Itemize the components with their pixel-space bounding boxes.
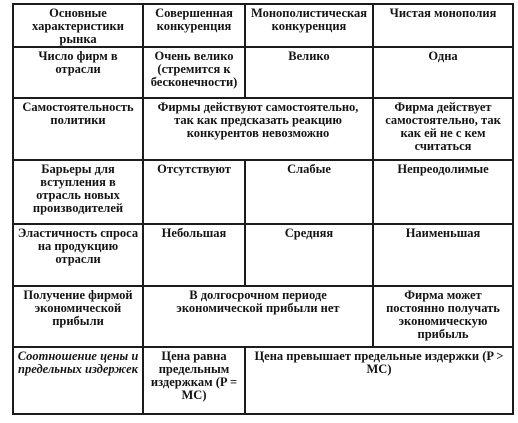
cell-monopolistic: Слабые xyxy=(245,160,373,225)
cell-monopoly: Наименьшая xyxy=(373,224,513,286)
table-row-entry-barriers xyxy=(13,160,513,225)
cell-perfect: Цена равна предельным издержкам (P = MC) xyxy=(143,347,245,414)
cell-perfect: Очень велико (стремится к бесконечности) xyxy=(143,47,245,97)
cell-competition-merged: Фирмы действуют самостоятельно, так как предсказать реакцию конкурентов невозможно xyxy=(143,98,373,160)
row-label: Получение фирмой экономической прибыли xyxy=(13,286,143,348)
row-label: Барьеры для вступления в отрасль новых производителей xyxy=(13,160,143,225)
row-label: Соотношение цены и предельных издержек xyxy=(13,347,143,414)
cell-monopoly: Непреодолимые xyxy=(373,160,513,225)
header-pure-monopoly: Чистая монополия xyxy=(373,4,513,47)
row-label: Эластичность спроса на продукцию отрасли xyxy=(13,224,143,286)
row-label: Число фирм в отрасли xyxy=(13,47,143,97)
market-structures-table xyxy=(12,3,514,415)
header-perfect-competition: Совершенная конкуренция xyxy=(143,4,245,47)
table-row-demand-elasticity xyxy=(13,224,513,286)
cell-monopolistic: Средняя xyxy=(245,224,373,286)
cell-others-merged: Цена превышает предельные издержки (P > MC) xyxy=(245,347,513,414)
row-label: Самостоятельность политики xyxy=(13,98,143,160)
table-row-policy-independence xyxy=(13,98,513,160)
header-characteristics: Основные характеристики рынка xyxy=(13,4,143,47)
table-row-economic-profit xyxy=(13,286,513,348)
cell-monopoly: Одна xyxy=(373,47,513,97)
cell-perfect: Небольшая xyxy=(143,224,245,286)
table-row-price-vs-marginal-cost xyxy=(13,347,513,414)
cell-monopolistic: Велико xyxy=(245,47,373,97)
header-monopolistic-competition: Монополистическая конкуренция xyxy=(245,4,373,47)
cell-monopoly: Фирма действует самостоятельно, так как ей не с кем считаться xyxy=(373,98,513,160)
cell-competition-merged: В долгосрочном периоде экономической прибыли нет xyxy=(143,286,373,348)
table-row-number-of-firms xyxy=(13,47,513,97)
table-header-row xyxy=(13,4,513,47)
cell-perfect: Отсутствуют xyxy=(143,160,245,225)
cell-monopoly: Фирма может постоянно получать экономическую прибыль xyxy=(373,286,513,348)
